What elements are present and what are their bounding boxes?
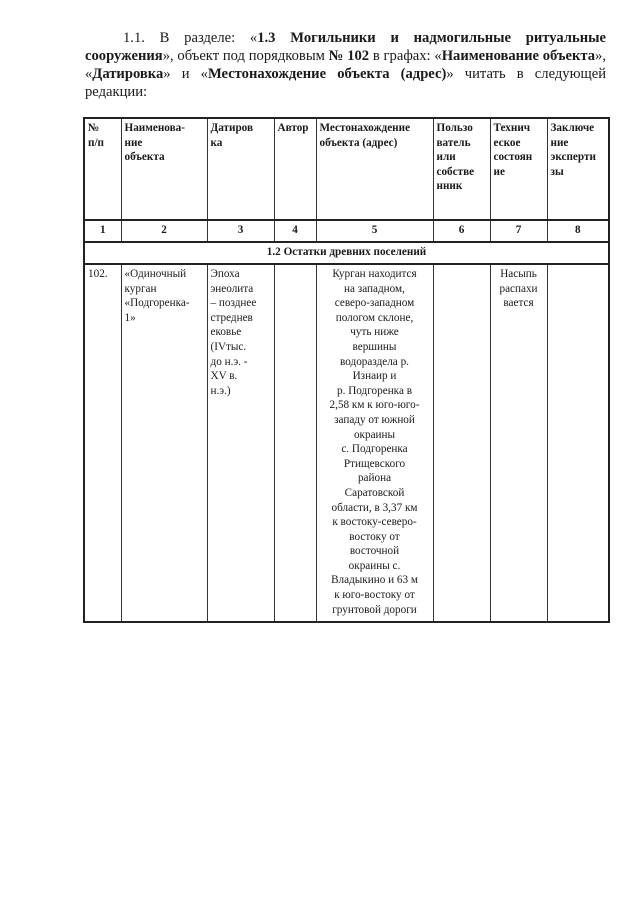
cell-line: зы — [550, 165, 564, 178]
cell-line: к востоку-северо- — [332, 516, 417, 529]
cell-line: вершины — [352, 340, 397, 353]
intro-text: », « — [85, 48, 606, 82]
column-location-ref: Местонахождение объекта (адрес) — [207, 66, 447, 82]
intro-text: » читать в следующей редакции: — [85, 66, 606, 100]
cell-line: № — [88, 122, 100, 134]
cell-line: чуть ниже — [350, 326, 399, 339]
cell-line: окраины — [353, 428, 396, 441]
cell-line: с. Подгоренка — [341, 443, 408, 456]
dating-cell — [207, 264, 274, 622]
expertise-cell — [547, 264, 609, 622]
cell-line: распахи — [499, 282, 538, 295]
column-name-ref: Наименование объекта — [441, 48, 596, 64]
cell-line: пологом склоне, — [335, 311, 414, 324]
cell-line: грунтовой дороги — [332, 603, 417, 616]
cell-line: северо-западном — [334, 297, 415, 310]
section-title: 1.2 Остатки древних поселений — [84, 242, 609, 264]
header-cell — [207, 118, 274, 220]
cell-line: ековье — [210, 326, 242, 339]
cell-line: Датиров — [210, 122, 254, 134]
cell-line: «Одиночный — [124, 268, 187, 280]
intro-paragraph — [85, 29, 606, 101]
cell-line: еское — [493, 136, 521, 149]
cell-line: Саратовской — [344, 486, 405, 499]
cell-line: области, в 3,37 км — [331, 501, 418, 514]
cell-line: энеолита — [210, 282, 254, 295]
cell-line: водораздела р. — [340, 355, 409, 368]
cell-line: XV в. — [210, 370, 238, 383]
cell-line: объекта (адрес) — [319, 136, 398, 149]
cell-line: ние — [550, 136, 569, 149]
cell-line: Насыпь — [500, 268, 537, 280]
cell-line: Изнаир и — [352, 370, 397, 383]
author-cell — [274, 264, 316, 622]
intro-text: в графах: « — [369, 48, 442, 64]
cell-line: ватель — [436, 136, 471, 149]
location-cell — [316, 264, 433, 622]
cell-line: н.э.) — [210, 384, 231, 397]
header-cell — [433, 118, 490, 220]
cell-line: Технич — [493, 122, 531, 134]
cell-line: стреднев — [210, 311, 253, 324]
column-number: 5 — [316, 220, 433, 242]
column-date-ref: Датировка — [92, 66, 164, 82]
cell-line: ка — [210, 136, 223, 149]
cell-line: – позднее — [210, 297, 257, 310]
cell-line: востоку от — [349, 530, 400, 543]
column-number: 1 — [84, 220, 121, 242]
owner-cell — [433, 264, 490, 622]
cell-line: 1» — [124, 311, 136, 324]
object-number: № 102 — [328, 48, 370, 64]
cell-line: курган — [124, 282, 157, 295]
registry-table — [83, 117, 610, 623]
cell-line: до н.э. - — [210, 355, 248, 368]
cell-line: эксперти — [550, 151, 596, 164]
cell-line: Пользо — [436, 122, 473, 134]
cell-line: Местонахождение — [319, 122, 411, 134]
cell-line: объекта — [124, 151, 165, 164]
cell-line: «Подгоренка- — [124, 297, 190, 310]
cell-line: ие — [493, 165, 505, 178]
cell-line: Эпоха — [210, 268, 240, 280]
intro-text: », объект под порядковым — [162, 48, 329, 64]
cell-line: п/п — [88, 136, 105, 149]
cell-line: или — [436, 151, 456, 164]
column-number: 8 — [547, 220, 609, 242]
cell-line: р. Подгоренка в — [337, 384, 412, 397]
header-cell — [84, 118, 121, 220]
header-cell — [121, 118, 207, 220]
header-cell — [547, 118, 609, 220]
cell-line: Курган находится — [332, 268, 417, 280]
cell-line: Автор — [277, 122, 309, 134]
intro-text: » и « — [163, 66, 208, 82]
section-name: 1.3 Могильники и надмогильные ритуальные сооружения — [85, 30, 606, 64]
object-name-cell — [121, 264, 207, 622]
cell-line: ние — [124, 136, 143, 149]
header-cell — [274, 118, 316, 220]
cell-line: восточной — [349, 545, 400, 558]
cell-line: (IVтыс. — [210, 340, 247, 353]
cell-line: Наименова- — [124, 122, 185, 134]
row-number: 102. — [84, 264, 121, 622]
cell-line: нник — [436, 180, 463, 193]
cell-line: Заключе — [550, 122, 595, 134]
column-number: 6 — [433, 220, 490, 242]
cell-line: западу от южной — [334, 413, 415, 426]
section-row — [84, 242, 609, 264]
header-row — [84, 118, 609, 220]
header-cell — [316, 118, 433, 220]
cell-line: района — [357, 472, 392, 485]
cell-line: 2,58 км к юго-юго- — [329, 399, 420, 412]
cell-line: окраины с. — [348, 559, 401, 572]
cell-line: вается — [503, 297, 534, 310]
header-cell — [490, 118, 547, 220]
cell-line: к юго-востоку от — [334, 589, 415, 602]
column-number-row — [84, 220, 609, 242]
column-number: 7 — [490, 220, 547, 242]
column-number: 4 — [274, 220, 316, 242]
cell-line: собстве — [436, 165, 475, 178]
column-number: 2 — [121, 220, 207, 242]
table-row — [84, 264, 609, 622]
cell-line: Владыкино и 63 м — [331, 574, 418, 587]
cell-line: Ртищевского — [343, 457, 406, 470]
column-number: 3 — [207, 220, 274, 242]
intro-text: 1.1. В разделе: « — [123, 30, 258, 46]
cell-line: состоян — [493, 151, 533, 164]
cell-line: на западном, — [344, 282, 405, 295]
condition-cell — [490, 264, 547, 622]
